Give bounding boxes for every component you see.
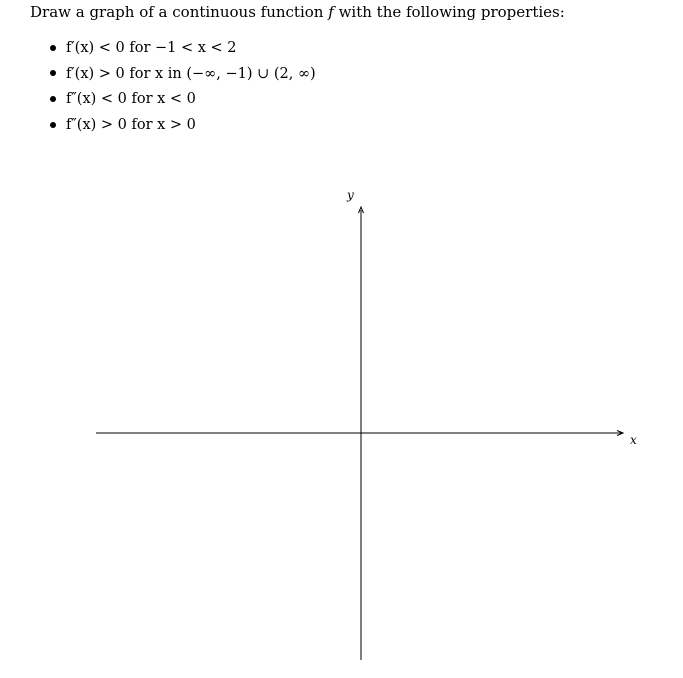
property-text: f″(x) > 0 for x > 0 (66, 117, 196, 134)
property-text: f″(x) < 0 for x < 0 (66, 91, 196, 108)
x-axis-label: x (630, 433, 637, 447)
property-text: f′(x) > 0 for x in (−∞, −1) ∪ (2, ∞) (66, 65, 316, 82)
prompt-text-after: with the following properties: (338, 3, 565, 21)
prompt-text-before: Draw a graph of a continuous function (30, 3, 324, 21)
property-text: f′(x) < 0 for −1 < x < 2 (66, 40, 237, 56)
y-axis-label: y (347, 188, 354, 202)
function-symbol: f (328, 3, 334, 21)
